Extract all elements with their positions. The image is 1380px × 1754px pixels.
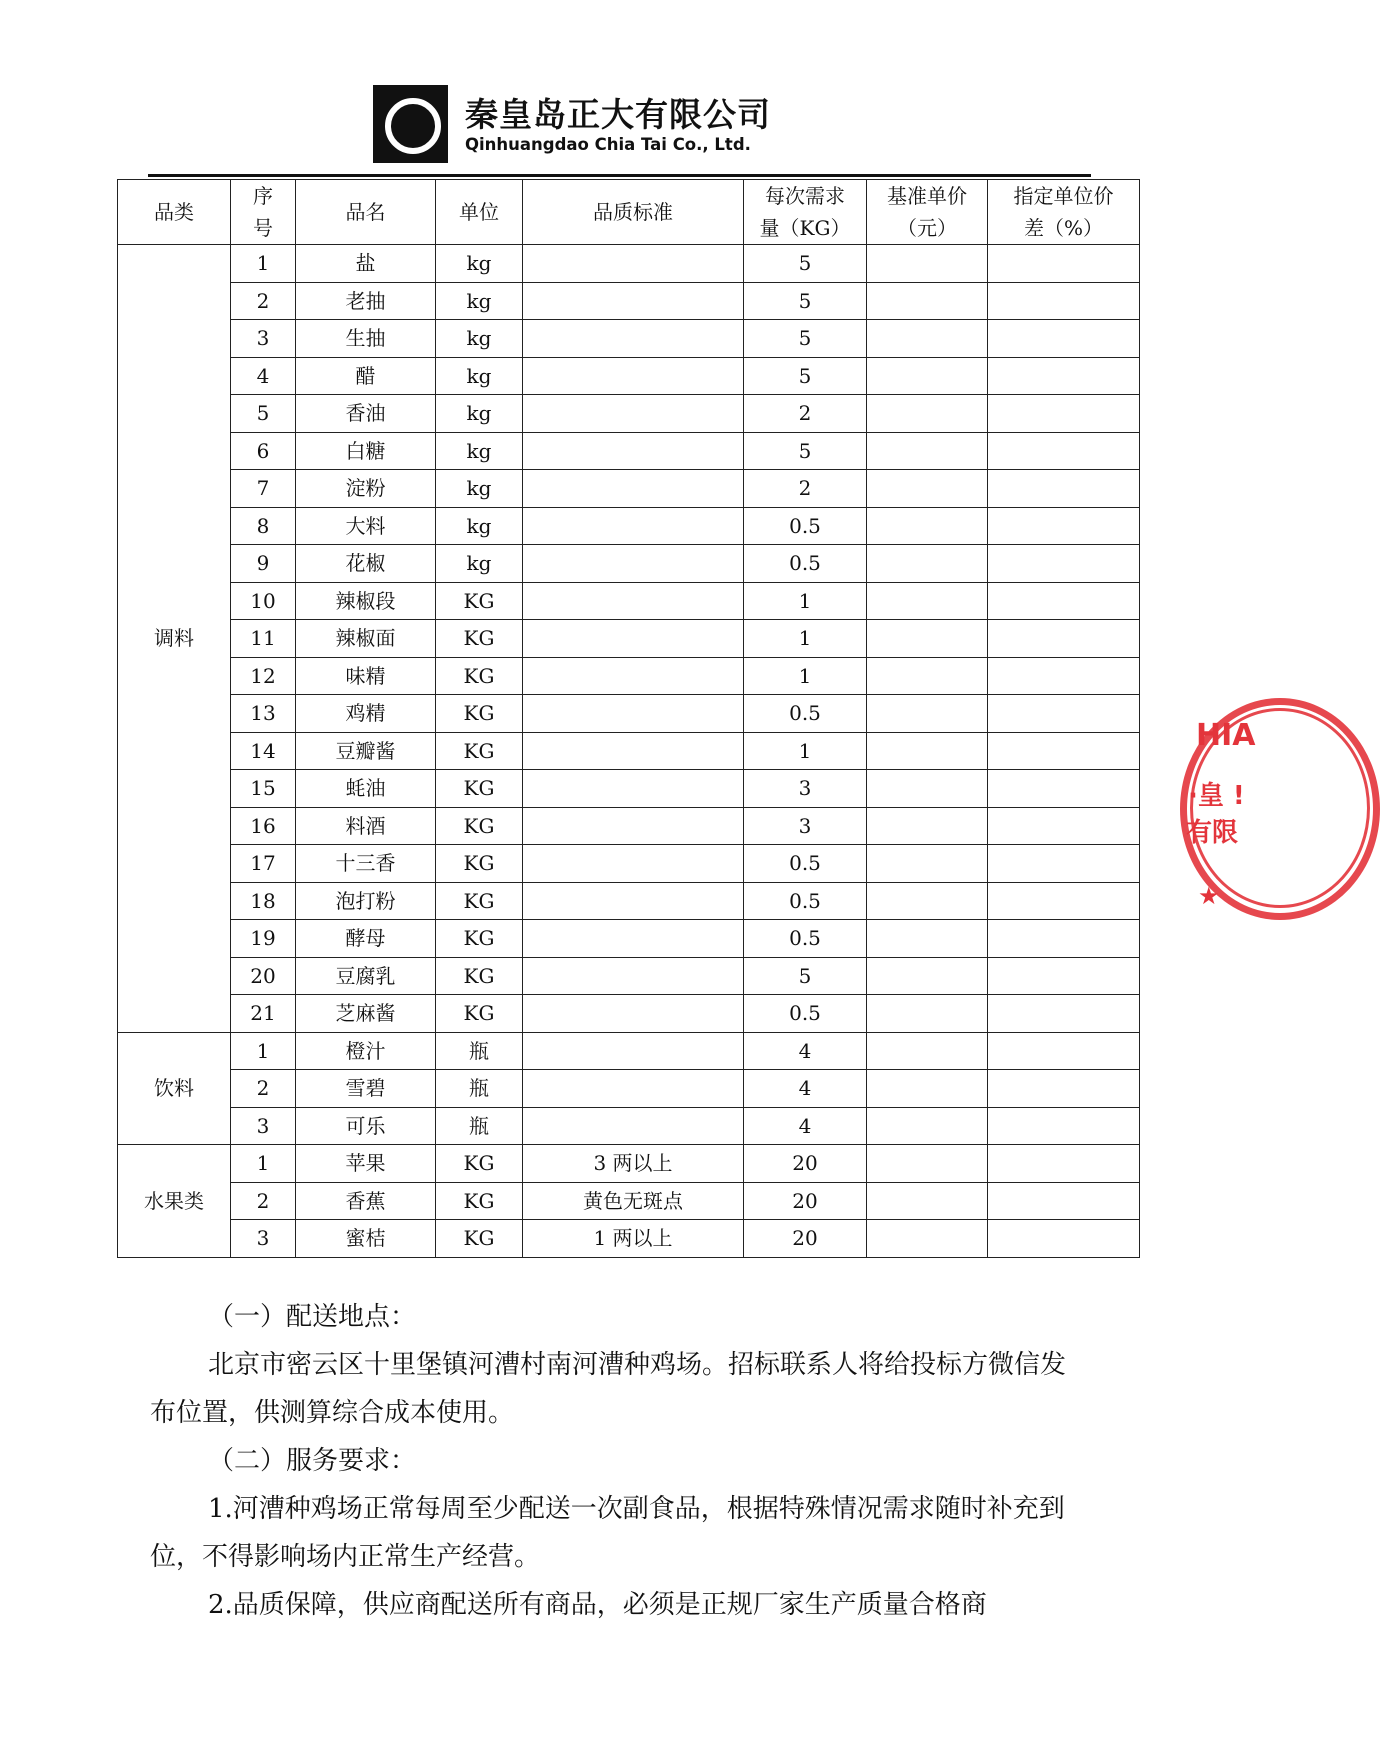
required-qty: 2 — [744, 470, 867, 508]
item-name: 蜜桔 — [296, 1220, 436, 1258]
quality-standard — [523, 920, 744, 958]
row-number: 13 — [231, 695, 296, 733]
price-diff — [988, 470, 1140, 508]
required-qty: 0.5 — [744, 545, 867, 583]
body-text — [150, 1293, 1090, 1629]
price-diff — [988, 620, 1140, 658]
row-number: 3 — [231, 320, 296, 358]
item-name: 蚝油 — [296, 770, 436, 808]
base-price — [867, 995, 988, 1033]
row-number: 7 — [231, 470, 296, 508]
item-name: 芝麻酱 — [296, 995, 436, 1033]
item-name: 大料 — [296, 507, 436, 545]
price-diff — [988, 770, 1140, 808]
quality-standard — [523, 695, 744, 733]
quality-standard — [523, 432, 744, 470]
table-row — [118, 357, 1140, 395]
price-diff — [988, 1220, 1140, 1258]
item-name: 香油 — [296, 395, 436, 433]
row-number: 9 — [231, 545, 296, 583]
quality-standard — [523, 882, 744, 920]
item-unit: kg — [436, 507, 523, 545]
quality-standard — [523, 582, 744, 620]
row-number: 12 — [231, 657, 296, 695]
table-row — [118, 920, 1140, 958]
base-price — [867, 507, 988, 545]
row-number: 16 — [231, 807, 296, 845]
base-price — [867, 1032, 988, 1070]
category-cell: 饮料 — [118, 1032, 231, 1145]
table-row — [118, 1182, 1140, 1220]
item-name: 醋 — [296, 357, 436, 395]
table-row — [118, 657, 1140, 695]
row-number: 5 — [231, 395, 296, 433]
requirement-item-2: 2.品质保障，供应商配送所有商品，必须是正规厂家生产质量合格商 — [208, 1590, 987, 1620]
price-diff — [988, 882, 1140, 920]
required-qty: 20 — [744, 1220, 867, 1258]
row-number: 18 — [231, 882, 296, 920]
table-body — [118, 245, 1140, 1258]
quality-standard — [523, 957, 744, 995]
row-number: 20 — [231, 957, 296, 995]
table-row — [118, 432, 1140, 470]
column-header: 基准单价 （元） — [867, 180, 988, 245]
table-row — [118, 732, 1140, 770]
row-number: 1 — [231, 1145, 296, 1183]
required-qty: 0.5 — [744, 920, 867, 958]
company-name-cn: 秦皇岛正大有限公司 — [465, 95, 771, 134]
price-diff — [988, 582, 1140, 620]
base-price — [867, 845, 988, 883]
row-number: 19 — [231, 920, 296, 958]
item-unit: KG — [436, 845, 523, 883]
stamp-text-mid1: ·皇 ! — [1188, 781, 1245, 811]
price-diff — [988, 357, 1140, 395]
price-diff — [988, 920, 1140, 958]
column-header: 品名 — [296, 180, 436, 245]
row-number: 14 — [231, 732, 296, 770]
base-price — [867, 1220, 988, 1258]
required-qty: 5 — [744, 432, 867, 470]
quality-standard — [523, 395, 744, 433]
base-price — [867, 657, 988, 695]
item-unit: KG — [436, 657, 523, 695]
price-diff — [988, 807, 1140, 845]
item-unit: kg — [436, 545, 523, 583]
item-unit: KG — [436, 957, 523, 995]
row-number: 1 — [231, 245, 296, 283]
required-qty: 1 — [744, 657, 867, 695]
item-unit: KG — [436, 1145, 523, 1183]
stamp-text-top: HIA — [1196, 718, 1256, 753]
required-qty: 1 — [744, 732, 867, 770]
required-qty: 0.5 — [744, 845, 867, 883]
price-diff — [988, 1070, 1140, 1108]
base-price — [867, 1145, 988, 1183]
base-price — [867, 807, 988, 845]
price-diff — [988, 545, 1140, 583]
quality-standard — [523, 845, 744, 883]
required-qty: 3 — [744, 770, 867, 808]
required-qty: 0.5 — [744, 695, 867, 733]
required-qty: 5 — [744, 245, 867, 283]
row-number: 17 — [231, 845, 296, 883]
item-name: 鸡精 — [296, 695, 436, 733]
item-unit: kg — [436, 470, 523, 508]
quality-standard — [523, 1032, 744, 1070]
item-name: 花椒 — [296, 545, 436, 583]
base-price — [867, 582, 988, 620]
quality-standard — [523, 320, 744, 358]
item-name: 可乐 — [296, 1107, 436, 1145]
table-row — [118, 957, 1140, 995]
column-header: 每次需求 量（KG） — [744, 180, 867, 245]
column-header: 品类 — [118, 180, 231, 245]
base-price — [867, 732, 988, 770]
table-row — [118, 1107, 1140, 1145]
required-qty: 3 — [744, 807, 867, 845]
price-diff — [988, 320, 1140, 358]
item-name: 苹果 — [296, 1145, 436, 1183]
price-diff — [988, 845, 1140, 883]
base-price — [867, 1107, 988, 1145]
company-logo-header — [373, 85, 783, 165]
section1-text: 北京市密云区十里堡镇河漕村南河漕种鸡场。招标联系人将给投标方微信发布位置，供测算综合成本使用。 — [150, 1350, 1067, 1428]
required-qty: 5 — [744, 957, 867, 995]
item-name: 老抽 — [296, 282, 436, 320]
base-price — [867, 432, 988, 470]
item-unit: 瓶 — [436, 1107, 523, 1145]
required-qty: 0.5 — [744, 507, 867, 545]
item-name: 豆腐乳 — [296, 957, 436, 995]
table-row — [118, 1070, 1140, 1108]
item-unit: KG — [436, 770, 523, 808]
price-diff — [988, 282, 1140, 320]
item-unit: KG — [436, 620, 523, 658]
column-header: 序 号 — [231, 180, 296, 245]
row-number: 21 — [231, 995, 296, 1033]
company-name-en: Qinhuangdao Chia Tai Co., Ltd. — [465, 135, 751, 154]
items-table — [117, 179, 1140, 1258]
base-price — [867, 957, 988, 995]
quality-standard — [523, 245, 744, 283]
quality-standard: 黄色无斑点 — [523, 1182, 744, 1220]
stamp-star-icon: ★ — [1198, 882, 1220, 910]
required-qty: 5 — [744, 282, 867, 320]
price-diff — [988, 695, 1140, 733]
base-price — [867, 770, 988, 808]
table-row — [118, 1220, 1140, 1258]
item-unit: 瓶 — [436, 1032, 523, 1070]
required-qty: 2 — [744, 395, 867, 433]
quality-standard: 3 两以上 — [523, 1145, 744, 1183]
item-unit: KG — [436, 882, 523, 920]
table-row — [118, 695, 1140, 733]
row-number: 10 — [231, 582, 296, 620]
section2-title: （二）服务要求： — [208, 1446, 417, 1476]
row-number: 15 — [231, 770, 296, 808]
table-row — [118, 582, 1140, 620]
item-name: 酵母 — [296, 920, 436, 958]
required-qty: 5 — [744, 357, 867, 395]
column-header: 指定单位价 差（%） — [988, 180, 1140, 245]
quality-standard — [523, 770, 744, 808]
base-price — [867, 320, 988, 358]
quality-standard — [523, 357, 744, 395]
table-row — [118, 1145, 1140, 1183]
table-row — [118, 282, 1140, 320]
price-diff — [988, 957, 1140, 995]
price-diff — [988, 732, 1140, 770]
quality-standard — [523, 470, 744, 508]
row-number: 4 — [231, 357, 296, 395]
item-name: 豆瓣酱 — [296, 732, 436, 770]
quality-standard — [523, 1107, 744, 1145]
row-number: 11 — [231, 620, 296, 658]
item-unit: KG — [436, 920, 523, 958]
required-qty: 4 — [744, 1107, 867, 1145]
required-qty: 5 — [744, 320, 867, 358]
table-header-row — [118, 180, 1140, 245]
base-price — [867, 245, 988, 283]
item-unit: KG — [436, 1220, 523, 1258]
item-name: 辣椒段 — [296, 582, 436, 620]
price-diff — [988, 245, 1140, 283]
quality-standard — [523, 732, 744, 770]
price-diff — [988, 657, 1140, 695]
item-name: 泡打粉 — [296, 882, 436, 920]
table-row — [118, 770, 1140, 808]
row-number: 2 — [231, 1070, 296, 1108]
row-number: 6 — [231, 432, 296, 470]
logo-mark-icon — [373, 85, 448, 163]
item-name: 十三香 — [296, 845, 436, 883]
item-unit: KG — [436, 1182, 523, 1220]
required-qty: 20 — [744, 1145, 867, 1183]
item-name: 味精 — [296, 657, 436, 695]
required-qty: 4 — [744, 1070, 867, 1108]
item-name: 雪碧 — [296, 1070, 436, 1108]
required-qty: 4 — [744, 1032, 867, 1070]
table-row — [118, 882, 1140, 920]
category-cell: 水果类 — [118, 1145, 231, 1258]
table-row — [118, 470, 1140, 508]
quality-standard — [523, 620, 744, 658]
item-unit: kg — [436, 357, 523, 395]
base-price — [867, 282, 988, 320]
item-name: 盐 — [296, 245, 436, 283]
section1-title: （一）配送地点： — [208, 1302, 417, 1332]
row-number: 8 — [231, 507, 296, 545]
item-unit: KG — [436, 582, 523, 620]
base-price — [867, 1070, 988, 1108]
table-row — [118, 320, 1140, 358]
price-diff — [988, 995, 1140, 1033]
row-number: 3 — [231, 1107, 296, 1145]
item-name: 辣椒面 — [296, 620, 436, 658]
quality-standard — [523, 995, 744, 1033]
base-price — [867, 695, 988, 733]
base-price — [867, 395, 988, 433]
quality-standard — [523, 657, 744, 695]
row-number: 1 — [231, 1032, 296, 1070]
column-header: 单位 — [436, 180, 523, 245]
quality-standard — [523, 282, 744, 320]
stamp-text-mid2: 有限 — [1186, 818, 1239, 848]
item-unit: KG — [436, 695, 523, 733]
table-row — [118, 545, 1140, 583]
item-unit: KG — [436, 732, 523, 770]
header-rule — [148, 174, 1091, 177]
table-row — [118, 620, 1140, 658]
quality-standard — [523, 1070, 744, 1108]
price-diff — [988, 1032, 1140, 1070]
item-unit: kg — [436, 432, 523, 470]
required-qty: 20 — [744, 1182, 867, 1220]
item-unit: kg — [436, 320, 523, 358]
table-row — [118, 507, 1140, 545]
table-row — [118, 245, 1140, 283]
table-row — [118, 995, 1140, 1033]
item-unit: KG — [436, 995, 523, 1033]
column-header: 品质标准 — [523, 180, 744, 245]
price-diff — [988, 1145, 1140, 1183]
base-price — [867, 1182, 988, 1220]
base-price — [867, 882, 988, 920]
item-name: 香蕉 — [296, 1182, 436, 1220]
price-diff — [988, 432, 1140, 470]
quality-standard — [523, 545, 744, 583]
row-number: 2 — [231, 282, 296, 320]
required-qty: 1 — [744, 582, 867, 620]
required-qty: 0.5 — [744, 995, 867, 1033]
item-name: 料酒 — [296, 807, 436, 845]
base-price — [867, 470, 988, 508]
item-name: 生抽 — [296, 320, 436, 358]
base-price — [867, 620, 988, 658]
quality-standard — [523, 807, 744, 845]
base-price — [867, 920, 988, 958]
table-row — [118, 1032, 1140, 1070]
price-diff — [988, 507, 1140, 545]
requirement-item-1: 1.河漕种鸡场正常每周至少配送一次副食品，根据特殊情况需求随时补充到位，不得影响场内正常生产经营。 — [150, 1494, 1065, 1572]
quality-standard — [523, 507, 744, 545]
table-row — [118, 807, 1140, 845]
quality-standard: 1 两以上 — [523, 1220, 744, 1258]
price-diff — [988, 395, 1140, 433]
item-unit: 瓶 — [436, 1070, 523, 1108]
item-unit: kg — [436, 395, 523, 433]
row-number: 2 — [231, 1182, 296, 1220]
table-row — [118, 845, 1140, 883]
row-number: 3 — [231, 1220, 296, 1258]
table-row — [118, 395, 1140, 433]
required-qty: 0.5 — [744, 882, 867, 920]
item-name: 白糖 — [296, 432, 436, 470]
item-unit: KG — [436, 807, 523, 845]
item-unit: kg — [436, 282, 523, 320]
base-price — [867, 357, 988, 395]
price-diff — [988, 1107, 1140, 1145]
required-qty: 1 — [744, 620, 867, 658]
price-diff — [988, 1182, 1140, 1220]
item-name: 橙汁 — [296, 1032, 436, 1070]
category-cell: 调料 — [118, 245, 231, 1033]
item-name: 淀粉 — [296, 470, 436, 508]
base-price — [867, 545, 988, 583]
item-unit: kg — [436, 245, 523, 283]
